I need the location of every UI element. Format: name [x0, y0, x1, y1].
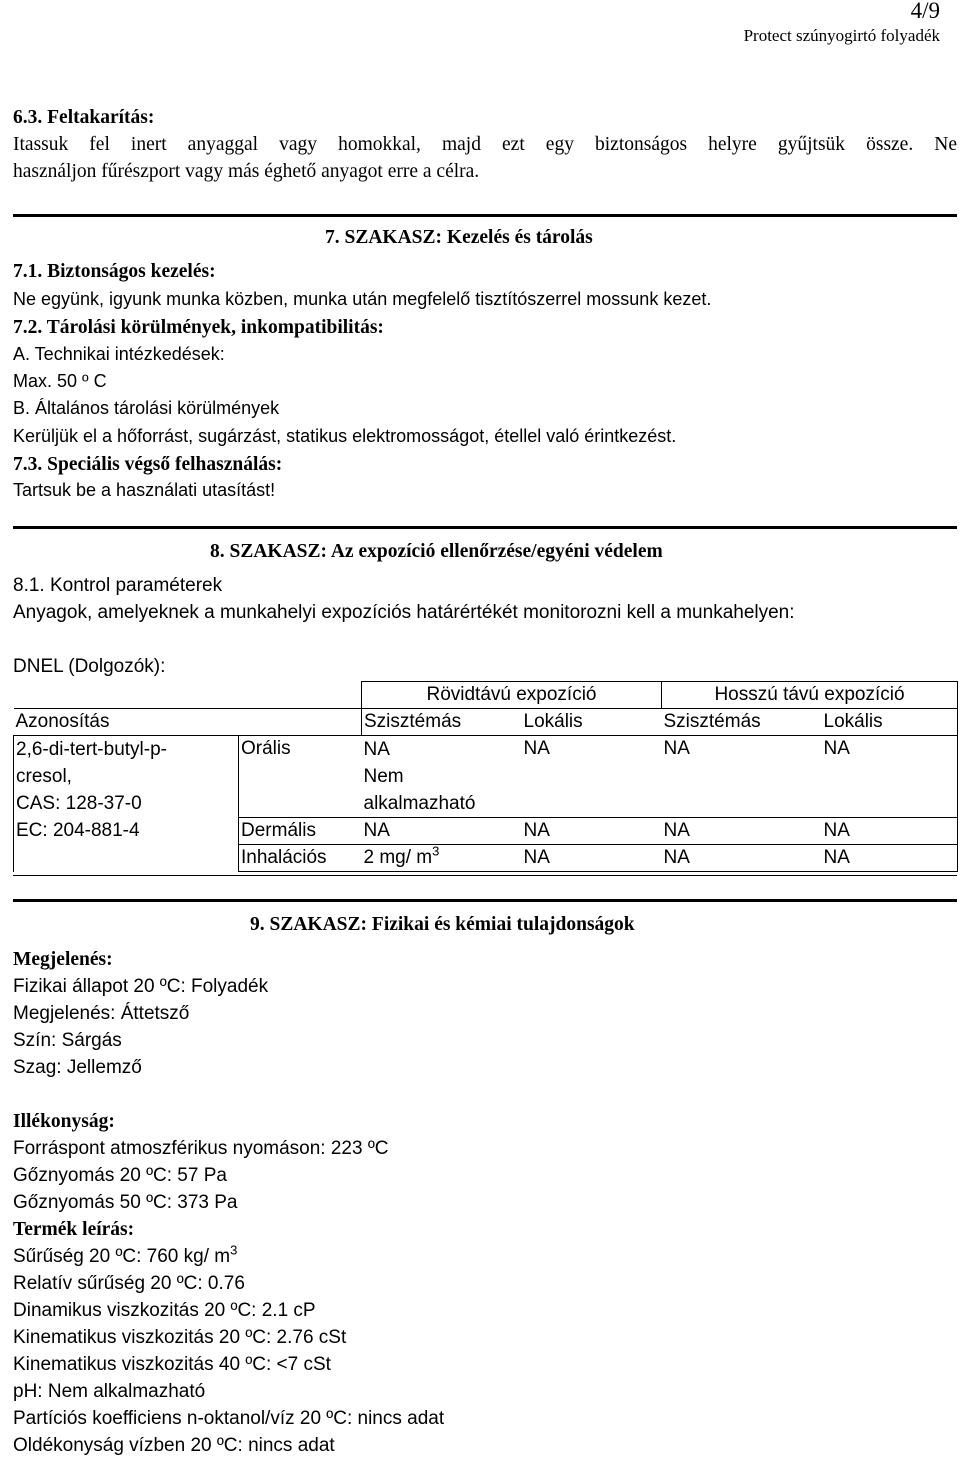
oral-st-local: NA — [522, 736, 662, 818]
product-item: pH: Nem alkalmazható — [13, 1381, 206, 1402]
appearance-item: Megjelenés: Áttetsző — [13, 1003, 190, 1024]
section-7-title: 7. SZAKASZ: Kezelés és tárolás — [325, 227, 593, 248]
lt-systemic-header: Szisztémás — [662, 709, 822, 736]
appearance-list — [13, 973, 268, 1081]
section-7-2-b-text: Kerüljük el a hőforrást, sugárzást, statikus elektromosságot, étellel való érintkezést. — [13, 426, 677, 446]
volatility-item: Gőznyomás 20 ºC: 57 Pa — [13, 1165, 227, 1186]
document-title: Protect szúnyogirtó folyadék — [743, 26, 940, 45]
appearance-item: Szín: Sárgás — [13, 1030, 122, 1051]
inhalation-st-systemic — [362, 845, 522, 872]
section-divider — [13, 214, 957, 217]
volatility-item: Forráspont atmoszférikus nyomáson: 223 ºC — [13, 1138, 389, 1159]
appearance-item: Fizikai állapot 20 ºC: Folyadék — [13, 976, 269, 997]
inhalation-lt-local: NA — [822, 845, 958, 872]
oral-st-systemic-note1: Nem — [363, 766, 404, 787]
lt-local-header: Lokális — [822, 709, 958, 736]
short-term-header: Rövidtávú expozíció — [362, 682, 662, 709]
table-bottom-border — [13, 875, 957, 876]
product-item: Oldékonyság vízben 20 ºC: nincs adat — [13, 1435, 335, 1456]
section-6-3-line1: Itassuk fel inert anyaggal vagy homokkal, majd ezt egy biztonságos helyre gyűjtsük össze. Ne — [13, 134, 957, 155]
dermal-st-local: NA — [522, 818, 662, 845]
product-item: Relatív sűrűség 20 ºC: 0.76 — [13, 1273, 245, 1294]
st-systemic-header: Szisztémás — [362, 709, 522, 736]
appearance-item: Szag: Jellemző — [13, 1057, 142, 1078]
density-unit-superscript: 3 — [230, 1242, 238, 1258]
substance-name-2: cresol, — [16, 766, 72, 787]
inhalation-lt-systemic: NA — [662, 845, 822, 872]
substance-cell — [14, 736, 239, 872]
dnel-label: DNEL (Dolgozók): — [13, 656, 166, 677]
section-6-3-title: 6.3. Feltakarítás: — [13, 107, 155, 128]
section-7-3-title: 7.3. Speciális végső felhasználás: — [13, 454, 283, 475]
substance-cas: CAS: 128-37-0 — [16, 793, 142, 814]
product-item: Partíciós koefficiens n-oktanol/víz 20 ºC: nincs adat — [13, 1408, 445, 1429]
route-dermal: Dermális — [239, 818, 362, 845]
product-title: Termék leírás: — [13, 1219, 135, 1240]
section-7-1-text: Ne együnk, igyunk munka közben, munka után megfelelő tisztítószerrel mossunk kezet. — [13, 289, 712, 309]
appearance-title: Megjelenés: — [13, 949, 113, 970]
route-oral: Orális — [239, 736, 362, 818]
oral-st-systemic — [362, 736, 522, 818]
section-7-2-a: A. Technikai intézkedések: — [13, 344, 225, 364]
section-8-title: 8. SZAKASZ: Az expozíció ellenőrzése/egyéni védelem — [210, 541, 663, 562]
section-divider — [13, 526, 957, 529]
section-7-3-text: Tartsuk be a használati utasítást! — [13, 480, 276, 500]
dnel-table — [13, 681, 958, 872]
inhalation-unit-superscript: 3 — [432, 843, 440, 859]
section-7-2-max: Max. 50 º C — [13, 371, 107, 391]
dermal-lt-systemic: NA — [662, 818, 822, 845]
page-number: 4/9 — [910, 0, 940, 23]
product-item: Dinamikus viszkozitás 20 ºC: 2.1 cP — [13, 1300, 316, 1321]
density-item — [13, 1243, 444, 1270]
product-list — [13, 1243, 444, 1459]
volatility-item: Gőznyomás 50 ºC: 373 Pa — [13, 1192, 238, 1213]
dermal-st-systemic: NA — [362, 818, 522, 845]
st-local-header: Lokális — [522, 709, 662, 736]
density-value: Sűrűség 20 ºC: 760 kg/ m — [13, 1246, 231, 1267]
section-9-title: 9. SZAKASZ: Fizikai és kémiai tulajdonságok — [250, 914, 635, 935]
volatility-title: Illékonyság: — [13, 1111, 115, 1132]
oral-st-systemic-note2: alkalmazható — [363, 793, 476, 814]
section-8-1-title: 8.1. Kontrol paraméterek — [13, 575, 223, 596]
section-8-1-text: Anyagok, amelyeknek a munkahelyi expozíciós határértékét monitorozni kell a munkahelyen: — [13, 602, 795, 623]
section-7-1-title: 7.1. Biztonságos kezelés: — [13, 261, 216, 282]
substance-ec: EC: 204-881-4 — [16, 820, 140, 841]
product-item: Kinematikus viszkozitás 20 ºC: 2.76 cSt — [13, 1327, 347, 1348]
dermal-lt-local: NA — [822, 818, 958, 845]
inhalation-st-local: NA — [522, 845, 662, 872]
section-6-3-line2: használjon fűrészport vagy más éghető anyagot erre a célra. — [13, 161, 480, 182]
substance-name-1: 2,6-di-tert-butyl-p- — [16, 739, 167, 760]
oral-st-systemic-value: NA — [363, 739, 390, 760]
product-item: Kinematikus viszkozitás 40 ºC: <7 cSt — [13, 1354, 331, 1375]
route-inhalation: Inhalációs — [239, 845, 362, 872]
section-divider — [13, 899, 957, 902]
section-7-2-b: B. Általános tárolási körülmények — [13, 398, 280, 418]
long-term-header: Hosszú távú expozíció — [662, 682, 958, 709]
oral-lt-local: NA — [822, 736, 958, 818]
inhalation-st-systemic-value: 2 mg/ m — [363, 847, 433, 868]
section-7-2-title: 7.2. Tárolási körülmények, inkompatibilitás: — [13, 317, 384, 338]
oral-lt-systemic: NA — [662, 736, 822, 818]
id-header: Azonosítás — [14, 709, 239, 736]
volatility-list — [13, 1135, 389, 1216]
